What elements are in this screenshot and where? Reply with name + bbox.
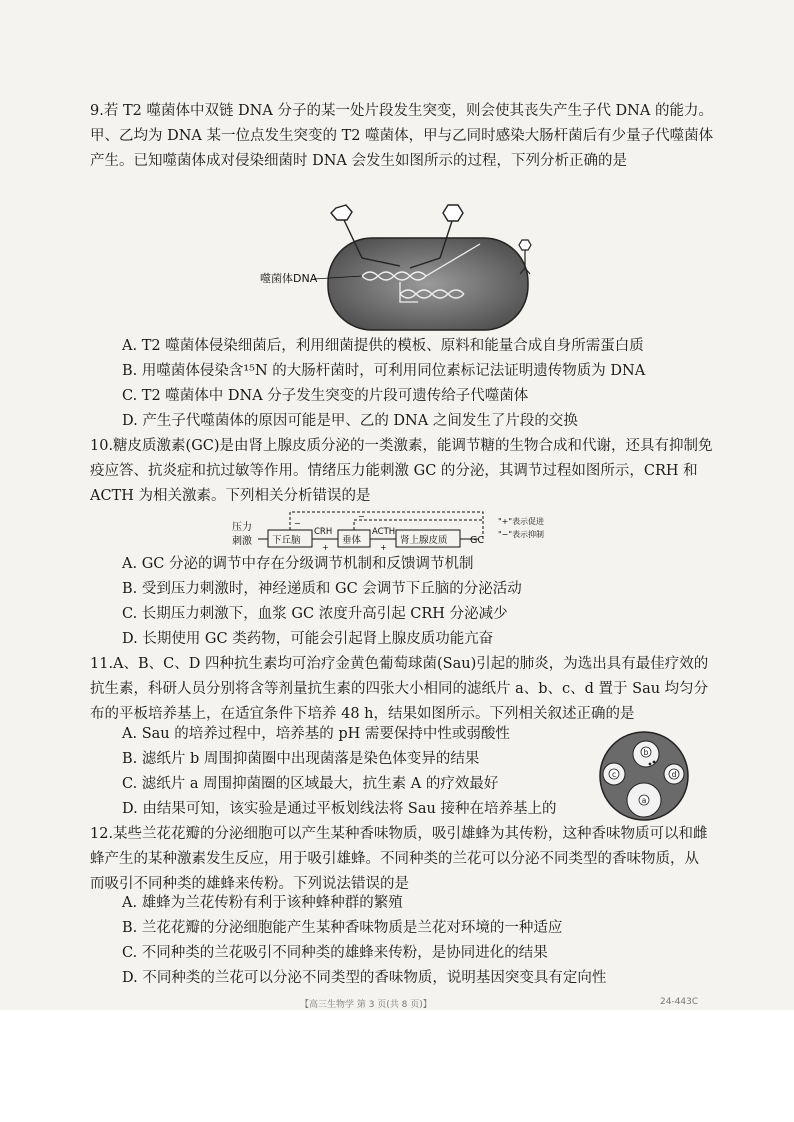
acth-label: ACTH [372, 527, 396, 537]
stimulus-label-1: 压力 [232, 522, 252, 533]
question-12-option-d: D. 不同种类的兰花可以分泌不同类型的香味物质，说明基因突变具有定向性 [122, 970, 607, 986]
bacterium-cell [328, 238, 528, 330]
disk-label-a: a [641, 796, 647, 805]
question-10-stem [90, 434, 715, 509]
colony-dot [649, 763, 652, 766]
question-10-option-c: C. 长期压力刺激下，血浆 GC 浓度升高引起 CRH 分泌减少 [122, 606, 508, 622]
question-11-option-d: D. 由结果可知，该实验是通过平板划线法将 Sau 接种在培养基上的 [122, 801, 557, 817]
legend-promote: "+"表示促进 [498, 517, 545, 526]
footer-code: 24-443C [660, 997, 699, 1007]
question-9-option-b: B. 用噬菌体侵染含¹⁵N 的大肠杆菌时，可利用同位素标记法证明遗传物质为 DNA [122, 363, 646, 379]
question-11-stem [90, 652, 715, 727]
adrenal-cortex-label: 肾上腺皮质 [400, 535, 448, 546]
question-9-option-a: A. T2 噬菌体侵染细菌后，利用细菌提供的模板、原料和能量合成自身所需蛋白质 [122, 338, 644, 354]
phage-infection-figure [250, 202, 550, 334]
question-12-option-a: A. 雄蜂为兰花传粉有利于该种蜂种群的繁殖 [122, 895, 403, 911]
gc-output-label: GC [470, 535, 484, 546]
question-11-text: 11.A、B、C、D 四种抗生素均可治疗金黄色葡萄球菌(Sau)引起的肺炎，为选出具有最佳疗效的抗生素，科研人员分别将含等剂量抗生素的四张大小相同的滤纸片 a、b、c、d 置于 Sau 均匀分布的平板培养基上，在适宜条件下培养 48 h，结果如图所示。下列相关叙述正确的是 [90, 656, 709, 722]
legend-inhibit: "−"表示抑制 [498, 530, 545, 539]
minus-sign-1: − [294, 519, 301, 528]
question-9-option-d: D. 产生子代噬菌体的原因可能是甲、乙的 DNA 之间发生了片段的交换 [122, 413, 578, 429]
figure-label-phage-dna: 噬菌体DNA [260, 272, 318, 285]
question-9-text: 9.若 T2 噬菌体中双链 DNA 分子的某一处片段发生突变，则会使其丧失产生子代 DNA 的能力。甲、乙均为 DNA 某一位点发生突变的 T2 噬菌体，甲与乙同时感染大肠杆菌后有少量子代噬菌体产生。已知噬菌体成对侵染细菌时 DNA 会发生如图所示的过程，下列分析正确的是 [90, 103, 714, 169]
colony-dot [653, 761, 656, 764]
plus-sign-2: + [380, 543, 387, 552]
minus-sign-2: − [358, 512, 365, 521]
crh-label: CRH [314, 527, 333, 537]
question-10-option-a: A. GC 分泌的调节中存在分级调节机制和反馈调节机制 [122, 556, 474, 572]
hypothalamus-label: 下丘脑 [272, 535, 301, 546]
disk-label-b: b [643, 748, 649, 757]
question-11-option-a: A. Sau 的培养过程中，培养基的 pH 需要保持中性或弱酸性 [122, 726, 510, 742]
disk-label-c: c [611, 770, 617, 779]
pituitary-label: 垂体 [342, 535, 362, 546]
question-11-option-b: B. 滤纸片 b 周围抑菌圈中出现菌落是染色体变异的结果 [122, 751, 480, 767]
question-10-text: 10.糖皮质激素(GC)是由肾上腺皮质分泌的一类激素，能调节糖的生物合成和代谢，还具有抑制免疫应答、抗炎症和抗过敏等作用。情绪压力能刺激 GC 的分泌，其调节过程如图所示，CRH 和 ACTH 为相关激素。下列相关分析错误的是 [90, 438, 713, 504]
plus-sign-1: + [322, 543, 329, 552]
question-9-stem [90, 99, 715, 174]
question-10-option-b: B. 受到压力刺激时，神经递质和 GC 会调节下丘脑的分泌活动 [122, 581, 522, 597]
question-9-option-c: C. T2 噬菌体中 DNA 分子发生突变的片段可遗传给子代噬菌体 [122, 388, 529, 404]
disk-label-d: d [671, 770, 677, 779]
gc-regulation-diagram [228, 506, 572, 552]
footer-page-info: 【高三生物学 第 3 页(共 8 页)】 [300, 1000, 432, 1010]
petri-dish-figure [598, 730, 690, 822]
question-12-option-c: C. 不同种类的兰花吸引不同种类的雄蜂来传粉，是协同进化的结果 [122, 945, 548, 961]
question-11-option-c: C. 滤纸片 a 周围抑菌圈的区域最大，抗生素 A 的疗效最好 [122, 776, 499, 792]
question-12-stem [90, 822, 710, 897]
question-12-option-b: B. 兰花花瓣的分泌细胞能产生某种香味物质是兰花对环境的一种适应 [122, 920, 563, 936]
question-10-option-d: D. 长期使用 GC 类药物，可能会引起肾上腺皮质功能亢奋 [122, 631, 494, 647]
stimulus-label-2: 刺激 [232, 536, 252, 547]
question-12-text: 12.某些兰花花瓣的分泌细胞可以产生某种香味物质，吸引雄蜂为其传粉，这种香味物质可以和雌蜂产生的某种激素发生反应，用于吸引雄蜂。不同种类的兰花可以分泌不同类型的香味物质，从而吸引不同种类的雄蜂来传粉。下列说法错误的是 [90, 826, 708, 892]
